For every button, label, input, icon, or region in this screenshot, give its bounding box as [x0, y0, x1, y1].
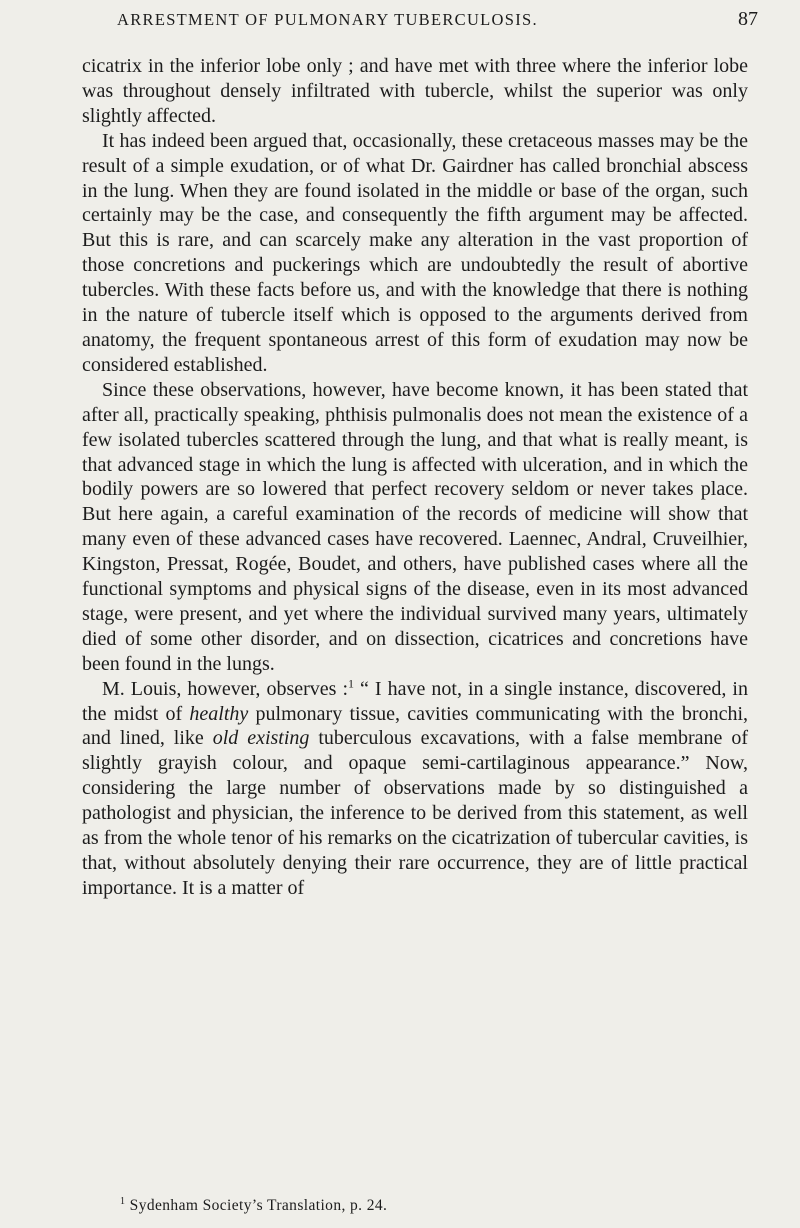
body-text	[82, 54, 748, 901]
running-header	[62, 8, 758, 38]
paragraph-text: M. Louis, however, observes :	[102, 677, 349, 700]
paragraph-text: “ I have not, in a single instance, discovered, in the midst of	[82, 677, 748, 725]
emphasis: old existing	[212, 727, 310, 750]
paragraph-text: tuberculous excavations, with a false membrane of slightly grayish colour, and opaque semi-cartilaginous appearance.” Now, considering the large number of observations made by so distinguished a pathologist and physician, the inference to be derived from this statement, as well as from the whole tenor of his remarks on the cicatrization of tubercular cavities, is that, without absolutely denying their rare occurrence, they are of little practical importance. It is a matter of	[82, 727, 749, 899]
running-title: ARRESTMENT OF PULMONARY TUBERCULOSIS.	[117, 10, 538, 29]
paragraph: It has indeed been argued that, occasionally, these cretaceous masses may be the result of a simple exudation, or of what Dr. Gairdner has called bronchial abscess in the lung. When they are found isolated in the middle or base of the organ, such certainly may be the case, and consequently the fifth argument may be affected. But this is rare, and can scarcely make any alteration in the vast proportion of those concretions and puckerings which are undoubtedly the result of abortive tubercles. With these facts before us, and with the knowledge that there is nothing in the nature of tubercle itself which is opposed to the arguments derived from anatomy, the frequent spontaneous arrest of this form of exudation may now be considered established.	[82, 129, 748, 376]
footnote-marker: 1	[120, 1196, 126, 1207]
paragraph-text: pulmonary tissue, cavities communicating with the bronchi, and lined, like	[82, 702, 749, 750]
paragraph	[82, 677, 748, 901]
paragraph: Since these observations, however, have become known, it has been stated that after all, practically speaking, phthisis pulmonalis does not mean the existence of a few isolated tubercles scattered through the lung, and that what is really meant, is that advanced stage in which the lung is affected with ulceration, and in which the bodily powers are so lowered that perfect recovery seldom or never takes place. But here again, a careful examination of the records of medicine will show that many even of these advanced cases have recovered. Laennec, Andral, Cruveilhier, Kingston, Pressat, Rogée, Boudet, and others, have published cases where all the functional symptoms and physical signs of the disease, even in its most advanced stage, were present, and yet where the individual survived many years, ultimately died of some other disorder, and on dissection, cicatrices and concretions have been found in the lungs.	[82, 378, 748, 675]
emphasis: healthy	[189, 702, 249, 725]
page-number: 87	[738, 8, 758, 30]
footnote-text: Sydenham Society’s Translation, p. 24.	[125, 1197, 388, 1215]
paragraph-continued: cicatrix in the inferior lobe only ; and have met with three where the inferior lobe was throughout densely infiltrated with tubercle, whilst the superior was only slightly affected.	[82, 55, 748, 127]
footnote-reference: 1	[348, 676, 355, 690]
footnote	[120, 1196, 740, 1215]
